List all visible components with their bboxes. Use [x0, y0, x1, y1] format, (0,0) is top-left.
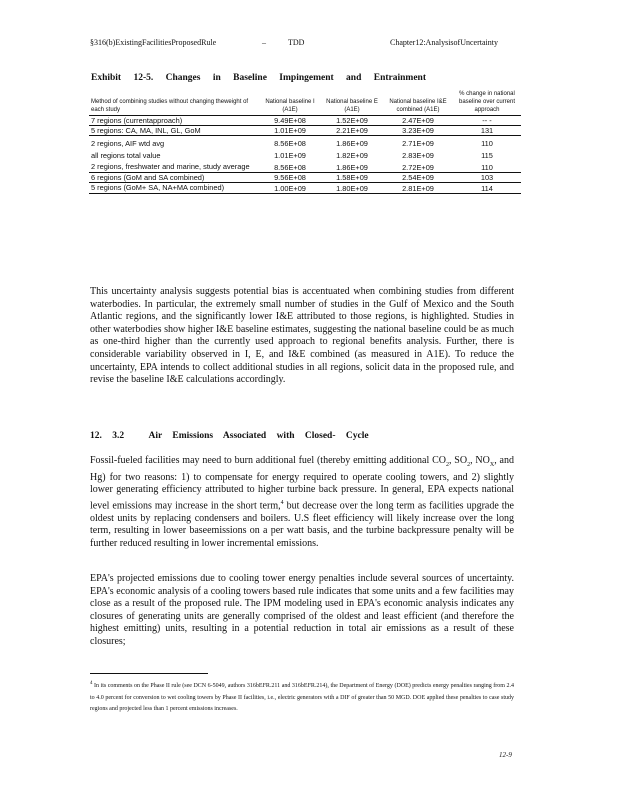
- footnote-divider: [90, 673, 208, 674]
- cell-pct: 131: [453, 126, 521, 136]
- cell-ie: 2.72E+09: [383, 160, 453, 172]
- table-row: [89, 126, 521, 136]
- footnote-reference: 4: [280, 499, 284, 506]
- cell-i: 8.56E+08: [274, 139, 306, 148]
- footnote-text: In its comments on the Phase II rule (see DCN 6-5049, authors 316bEFR.211 and 316bEFR.214), the Department of Energy (DOE) predicts energy penalties ranging from 2.4 to 4.0 percent for conversion to wet cooling towers by Phase II facilities, i.e., electric generators with a DIF of greater than 50 MGD. DOE applied these penalties to case study regions and projected less than 1 percent emissions increases.: [90, 683, 514, 712]
- cell-e: 2.21E+09: [321, 126, 383, 136]
- section-number: 12. 3.2: [90, 431, 125, 441]
- cell-method: 2 regions, freshwater and marine, study average: [89, 160, 259, 172]
- exhibit-title: Exhibit 12-5. Changes in Baseline Impingement and Entrainment: [91, 73, 426, 83]
- paragraph-projected-emissions: EPA's projected emissions due to cooling tower energy penalties include several sources of uncertainty. EPA's economic analysis of a cooling towers based rule indicates that some units and a few facilities may close as a result of the proposed rule. The IPM modeling used in EPA's economic analysis indicates any closures of generating units are generally comprised of the oldest and least efficient (and therefore the highest emitting) units, resulting in a potential reduction in total air emissions as a result of these closures;: [90, 573, 514, 647]
- footnote-mark: 4: [90, 681, 93, 686]
- header-dash: –: [262, 38, 266, 47]
- table-header-row: [89, 90, 521, 116]
- header-right: Chapter12:AnalysisofUncertainty: [390, 38, 498, 47]
- table-row: [89, 116, 521, 126]
- cell-method: 6 regions (GoM and SA combined): [89, 172, 259, 182]
- header-center: TDD: [288, 38, 305, 47]
- cell-method: 5 regions: CA, MA, INL, GL, GoM: [89, 126, 259, 136]
- cell-i: 9.49E+08: [259, 116, 321, 126]
- cell-pct: 103: [453, 172, 521, 182]
- section-title: Air Emissions Associated with Closed- Cycle: [148, 431, 369, 441]
- paragraph-fossil-fueled: [90, 455, 514, 550]
- cell-pct: 110: [481, 139, 493, 148]
- table-row: [89, 136, 521, 149]
- cell-ie: 2.83E+09: [402, 151, 434, 160]
- para2-text-e: but decrease over the long term as facilities upgrade the oldest units by replacing condensers and boilers. U.S fleet efficiency will likely increase over the long term, resulting in lower baseemissions on a per watt basis, and the turbine backpressure penalty will be further reduced resulting in lower incremental emissions.: [90, 500, 514, 549]
- so2-subscript: 2: [467, 462, 471, 468]
- cell-i: 1.01E+09: [274, 151, 306, 160]
- para2-text-d: , and Hg) for two reasons: 1) to compensate for energy required to operate cooling towers, and 2) slightly lower generating efficiency attributed to higher turbine back pressure. In general, EPA expects national level emissions may increase in the short term,: [90, 455, 514, 512]
- table-row: [89, 172, 521, 182]
- co2-subscript: 2: [445, 462, 449, 468]
- cell-i: 1.00E+09: [259, 182, 321, 193]
- para2-text-a: Fossil-fueled facilities may need to burn additional fuel (thereby emitting additional CO: [90, 455, 446, 466]
- col-header-pct: % change in national baseline over current approach: [453, 90, 521, 116]
- cell-ie: 2.47E+09: [383, 116, 453, 126]
- cell-method: 5 regions (GoM+ SA, NA+MA combined): [89, 182, 259, 193]
- table-row: [89, 148, 521, 160]
- cell-e: 1.86E+09: [336, 139, 368, 148]
- header-left: §316(b)ExistingFacilitiesProposedRule: [90, 38, 217, 47]
- col-header-method: Method of combining studies without changing theweight of each study: [89, 90, 259, 116]
- cell-i: 9.56E+08: [259, 172, 321, 182]
- cell-e: 1.86E+09: [321, 160, 383, 172]
- cell-method: 7 regions (currentapproach): [89, 116, 259, 126]
- cell-e: 1.52E+09: [321, 116, 383, 126]
- paragraph-uncertainty-analysis: This uncertainty analysis suggests potential bias is accentuated when combining studies from different waterbodies. In particular, the extremely small number of studies in the Gulf of Mexico and the South Atlantic regions, and the significantly lower I&E attributed to those regions, is highlighted. Studies in other waterbodies show higher I&E baseline estimates, suggesting the national baseline could be as much as one-third higher than the currently used approach to regional benefits analysis. Further, there is considerable variability observed in I, E, and I&E combined (as measured in A1E). To reduce the uncertainty, EPA intends to collect additional studies in all regions, solicit data in the proposed rule, and revise the baseline I&E calculations accordingly.: [90, 286, 514, 386]
- cell-ie: 3.23E+09: [383, 126, 453, 136]
- col-header-i: National baseline I (A1E): [259, 90, 321, 116]
- cell-ie: 2.71E+09: [402, 139, 434, 148]
- section-heading: [90, 431, 369, 441]
- cell-e: 1.58E+09: [321, 172, 383, 182]
- cell-pct: 114: [453, 182, 521, 193]
- nox-subscript: X: [489, 462, 495, 468]
- cell-ie: 2.81E+09: [383, 182, 453, 193]
- cell-method: all regions total value: [91, 151, 161, 160]
- footnote: [90, 678, 514, 716]
- cell-i: 1.01E+09: [259, 126, 321, 136]
- cell-method: 2 regions, AIF wtd avg: [91, 139, 165, 148]
- cell-pct: -- -: [453, 116, 521, 126]
- para2-text-b: , SO: [448, 455, 468, 466]
- col-header-ie: National baseline I&E combined (A1E): [383, 90, 453, 116]
- page-number: 12-9: [499, 751, 512, 759]
- cell-e: 1.80E+09: [321, 182, 383, 193]
- para2-text-c: , NO: [470, 455, 490, 466]
- cell-i: 8.56E+08: [259, 160, 321, 172]
- cell-pct: 115: [481, 151, 493, 160]
- cell-ie: 2.54E+09: [383, 172, 453, 182]
- exhibit-table: [89, 90, 521, 194]
- cell-e: 1.82E+09: [336, 151, 368, 160]
- table-row: [89, 182, 521, 193]
- cell-pct: 110: [453, 160, 521, 172]
- table-row: [89, 160, 521, 172]
- col-header-e: National baseline E (A1E): [321, 90, 383, 116]
